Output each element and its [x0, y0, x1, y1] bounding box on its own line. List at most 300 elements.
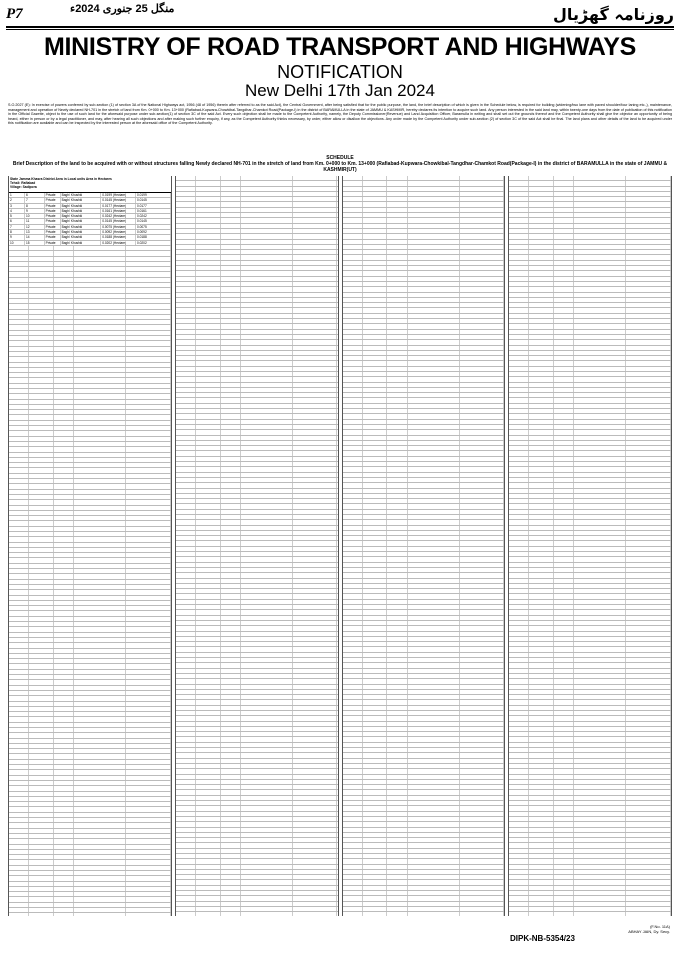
table-cell [221, 383, 241, 387]
table-cell [574, 489, 626, 493]
table-cell [626, 240, 670, 244]
table-cell [293, 218, 337, 222]
table-cell [554, 234, 574, 238]
table-cell [509, 605, 529, 609]
table-cell [387, 642, 407, 646]
table-cell: 0.0242 (Hectare) [101, 214, 136, 218]
table-cell [387, 240, 407, 244]
table-cell [460, 843, 504, 847]
table-cell [387, 859, 407, 863]
table-cell [574, 711, 626, 715]
table-cell [509, 324, 529, 328]
table-cell [241, 340, 293, 344]
table-cell [221, 531, 241, 535]
table-cell [241, 568, 293, 572]
table-cell [574, 478, 626, 482]
table-cell [529, 398, 554, 402]
table-cell [293, 335, 337, 339]
table-cell [343, 748, 363, 752]
table-cell [509, 812, 529, 816]
table-cell [196, 483, 221, 487]
table-cell [293, 255, 337, 259]
table-cell [74, 601, 126, 605]
table-cell [9, 664, 29, 668]
table-cell [221, 335, 241, 339]
table-cell [554, 504, 574, 508]
table-cell [196, 420, 221, 424]
table-cell [221, 494, 241, 498]
table-cell [626, 796, 670, 800]
table-cell [241, 669, 293, 673]
table-cell [241, 589, 293, 593]
table-cell [574, 340, 626, 344]
table-cell [54, 294, 74, 298]
table-cell [54, 855, 74, 859]
table-cell [54, 670, 74, 674]
table-cell [460, 854, 504, 858]
table-cell [554, 224, 574, 228]
table-cell [363, 531, 388, 535]
table-cell [9, 564, 29, 568]
table-cell [460, 388, 504, 392]
table-cell [241, 515, 293, 519]
table-cell [554, 436, 574, 440]
table-cell [74, 304, 126, 308]
table-cell [126, 622, 170, 626]
table-cell [9, 892, 29, 896]
table-cell [29, 882, 54, 886]
table-cell [363, 796, 388, 800]
table-cell [363, 806, 388, 810]
table-cell [574, 361, 626, 365]
table-cell [293, 340, 337, 344]
table-cell [626, 769, 670, 773]
table-cell [196, 610, 221, 614]
table-cell [176, 531, 196, 535]
table-cell [54, 304, 74, 308]
table-cell [9, 278, 29, 282]
table-cell: Bagh/ Khushki [61, 198, 102, 202]
table-cell [343, 589, 363, 593]
table-cell [74, 622, 126, 626]
table-cell [574, 494, 626, 498]
table-cell [54, 770, 74, 774]
table-cell [54, 813, 74, 817]
table-cell [554, 473, 574, 477]
table-cell [241, 891, 293, 895]
table-cell [9, 850, 29, 854]
table-cell [363, 833, 388, 837]
table-cell [221, 398, 241, 402]
table-cell [221, 489, 241, 493]
table-cell [74, 776, 126, 780]
table-cell [509, 229, 529, 233]
table-cell [408, 822, 460, 826]
table-cell [574, 404, 626, 408]
table-cell [9, 453, 29, 457]
table-cell [176, 208, 196, 212]
table-cell [574, 785, 626, 789]
table-cell [509, 579, 529, 583]
table-cell [293, 812, 337, 816]
table-cell [408, 181, 460, 185]
table-cell [241, 187, 293, 191]
table-cell [554, 367, 574, 371]
table-cell [176, 817, 196, 821]
table-cell [176, 764, 196, 768]
table-cell [74, 257, 126, 261]
table-cell [509, 547, 529, 551]
table-cell [554, 335, 574, 339]
table-cell [529, 663, 554, 667]
table-cell [554, 632, 574, 636]
table-cell [408, 589, 460, 593]
table-cell [460, 361, 504, 365]
table-cell [241, 653, 293, 657]
table-cell [529, 377, 554, 381]
table-cell [221, 202, 241, 206]
table-cell [343, 446, 363, 450]
table-cell [343, 669, 363, 673]
table-cell [460, 828, 504, 832]
table-cell: 8 [25, 204, 45, 208]
table-cell [241, 541, 293, 545]
table-cell [9, 908, 29, 912]
table-cell [241, 637, 293, 641]
table-cell [408, 346, 460, 350]
table-cell [509, 674, 529, 678]
table-cell [29, 590, 54, 594]
table-cell [387, 780, 407, 784]
table-cell: Private [45, 235, 61, 239]
table-cell [126, 394, 170, 398]
table-cell [29, 246, 54, 250]
table-cell [54, 611, 74, 615]
table-cell [460, 340, 504, 344]
table-cell [343, 218, 363, 222]
table-cell [221, 250, 241, 254]
table-cell [387, 266, 407, 270]
table-cell [460, 298, 504, 302]
table-cell [408, 473, 460, 477]
table-cell [74, 850, 126, 854]
table-cell [29, 363, 54, 367]
table-cell [408, 234, 460, 238]
table-cell [176, 372, 196, 376]
table-cell [176, 340, 196, 344]
table-cell [408, 393, 460, 397]
table-cell [74, 866, 126, 870]
table-cell [126, 739, 170, 743]
table-cell [529, 722, 554, 726]
table-cell [529, 510, 554, 514]
table-cell [126, 760, 170, 764]
table-cell [176, 780, 196, 784]
table-cell [241, 833, 293, 837]
table-cell [176, 722, 196, 726]
table-cell [387, 870, 407, 874]
table-cell [241, 547, 293, 551]
table-cell [29, 633, 54, 637]
table-cell [574, 722, 626, 726]
table-cell [9, 262, 29, 266]
table-cell [293, 557, 337, 561]
table-cell [9, 686, 29, 690]
table-cell [529, 467, 554, 471]
table-cell [54, 675, 74, 679]
table-cell [626, 880, 670, 884]
table-cell [529, 224, 554, 228]
table-cell [574, 176, 626, 180]
table-cell [626, 340, 670, 344]
table-cell [529, 324, 554, 328]
table-cell [126, 691, 170, 695]
table-cell [626, 727, 670, 731]
table-cell [54, 569, 74, 573]
table-cell [29, 352, 54, 356]
table-cell [574, 849, 626, 853]
table-cell [529, 674, 554, 678]
table-cell [241, 817, 293, 821]
table-cell [460, 764, 504, 768]
table-cell [29, 638, 54, 642]
table-cell [574, 335, 626, 339]
table-cell [293, 600, 337, 604]
table-cell [343, 504, 363, 508]
table-cell [343, 462, 363, 466]
table-cell [241, 769, 293, 773]
table-cell [460, 367, 504, 371]
table-cell [196, 324, 221, 328]
table-cell [9, 479, 29, 483]
table-cell [241, 880, 293, 884]
table-cell [460, 467, 504, 471]
table-cell [293, 552, 337, 556]
table-cell [29, 410, 54, 414]
table-cell [574, 647, 626, 651]
table-cell [74, 659, 126, 663]
table-cell [9, 325, 29, 329]
table-cell [408, 361, 460, 365]
table-cell [554, 695, 574, 699]
table-cell [626, 843, 670, 847]
table-cell [554, 870, 574, 874]
table-cell [574, 372, 626, 376]
table-cell [574, 775, 626, 779]
table-cell [74, 357, 126, 361]
table-cell [29, 458, 54, 462]
table-cell [196, 234, 221, 238]
table-cell [176, 462, 196, 466]
table-cell [29, 251, 54, 255]
table-cell [363, 308, 388, 312]
table-cell [460, 637, 504, 641]
table-cell [387, 700, 407, 704]
table-cell [176, 902, 196, 906]
table-cell [221, 896, 241, 900]
table-cell [363, 478, 388, 482]
table-cell [176, 716, 196, 720]
table-cell [626, 181, 670, 185]
table-cell [241, 531, 293, 535]
table-cell [196, 886, 221, 890]
table-cell [460, 261, 504, 265]
table-cell [509, 594, 529, 598]
table-cell [126, 606, 170, 610]
tehsil-label: Tehsil: Rafiabad [10, 181, 36, 185]
table-cell [363, 224, 388, 228]
table-cell [387, 764, 407, 768]
table-cell [363, 605, 388, 609]
table-cell [29, 325, 54, 329]
table-cell [509, 393, 529, 397]
table-cell [509, 828, 529, 832]
table-cell [74, 792, 126, 796]
table-cell [29, 866, 54, 870]
table-cell [74, 363, 126, 367]
table-cell [176, 743, 196, 747]
table-cell [509, 409, 529, 413]
table-cell [196, 181, 221, 185]
table-cell [363, 695, 388, 699]
table-cell [196, 722, 221, 726]
table-cell [343, 563, 363, 567]
table-cell [529, 473, 554, 477]
table-cell [363, 314, 388, 318]
table-cell [529, 436, 554, 440]
table-cell [54, 474, 74, 478]
table-cell [9, 649, 29, 653]
table-cell [460, 473, 504, 477]
table-cell [529, 594, 554, 598]
table-cell [554, 891, 574, 895]
table-cell [74, 707, 126, 711]
table-cell [343, 828, 363, 832]
table-cell [626, 912, 670, 916]
table-cell [387, 902, 407, 906]
table-cell [196, 653, 221, 657]
table-cell [176, 700, 196, 704]
table-cell [387, 849, 407, 853]
table-cell [408, 430, 460, 434]
table-cell [408, 483, 460, 487]
table-cell [29, 431, 54, 435]
table-cell [9, 913, 29, 916]
table-cell [387, 510, 407, 514]
table-cell [554, 775, 574, 779]
table-cell [343, 277, 363, 281]
table-cell [509, 271, 529, 275]
table-cell [363, 473, 388, 477]
table-cell [29, 691, 54, 695]
table-cell [29, 797, 54, 801]
table-cell [74, 696, 126, 700]
table-cell [626, 600, 670, 604]
table-cell [363, 875, 388, 879]
table-cell [126, 908, 170, 912]
table-cell [196, 552, 221, 556]
table-cell [529, 266, 554, 270]
table-cell [574, 557, 626, 561]
table-cell [221, 414, 241, 418]
table-cell [126, 728, 170, 732]
table-cell [74, 664, 126, 668]
table-cell [363, 616, 388, 620]
table-cell [29, 500, 54, 504]
table-cell [293, 383, 337, 387]
table-cell [460, 218, 504, 222]
table-cell [574, 796, 626, 800]
table-cell: 7 [25, 198, 45, 202]
table-cell [221, 457, 241, 461]
table-cell [74, 574, 126, 578]
table-cell [529, 637, 554, 641]
table-cell [626, 303, 670, 307]
table-cell [196, 282, 221, 286]
table-cell [574, 367, 626, 371]
table-cell [221, 308, 241, 312]
table-cell: Bagh/ Khushki [61, 219, 102, 223]
table-cell [9, 574, 29, 578]
table-cell [54, 728, 74, 732]
table-cell [554, 414, 574, 418]
table-cell [74, 410, 126, 414]
table-cell [54, 622, 74, 626]
table-cell [509, 451, 529, 455]
table-cell [343, 700, 363, 704]
table-cell [176, 727, 196, 731]
table-cell [126, 500, 170, 504]
table-cell [408, 202, 460, 206]
table-cell [176, 541, 196, 545]
table-cell [176, 489, 196, 493]
table-cell [74, 336, 126, 340]
table-cell: Bagh/ Khushki [61, 204, 102, 208]
table-cell [241, 250, 293, 254]
table-cell [196, 759, 221, 763]
table-cell [241, 579, 293, 583]
table-cell [176, 875, 196, 879]
table-cell [126, 792, 170, 796]
table-cell [343, 722, 363, 726]
table-cell [626, 663, 670, 667]
table-cell [241, 621, 293, 625]
table-cell [221, 229, 241, 233]
table-cell [529, 483, 554, 487]
table-cell [387, 467, 407, 471]
table-cell [554, 716, 574, 720]
table-cell [293, 706, 337, 710]
table-cell [509, 388, 529, 392]
table-cell [74, 431, 126, 435]
table-cell [176, 202, 196, 206]
table-cell [126, 468, 170, 472]
table-cell [74, 786, 126, 790]
table-cell [387, 414, 407, 418]
table-cell [408, 584, 460, 588]
table-cell [363, 282, 388, 286]
table-cell [343, 875, 363, 879]
table-cell [176, 224, 196, 228]
table-cell [293, 467, 337, 471]
table-cell [626, 187, 670, 191]
table-cell [54, 818, 74, 822]
table-cell [460, 197, 504, 201]
table-cell [29, 680, 54, 684]
table-cell [574, 346, 626, 350]
table-cell [176, 854, 196, 858]
table-cell [343, 780, 363, 784]
